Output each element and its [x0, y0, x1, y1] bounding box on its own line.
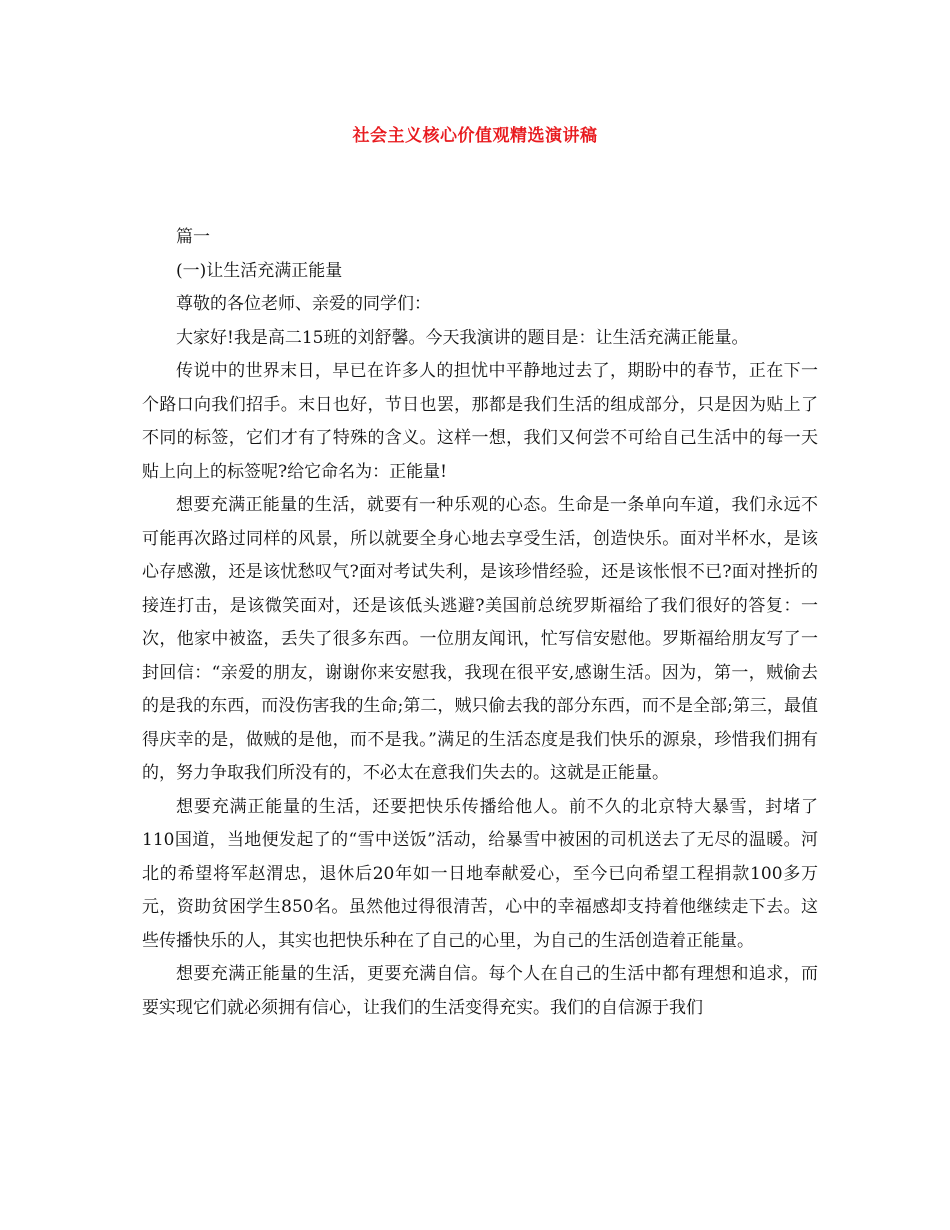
paragraph: 想要充满正能量的生活，还要把快乐传播给他人。前不久的北京特大暴雪，封堵了110国道，当地便发起了的“雪中送饭”活动，给暴雪中被困的司机送去了无尽的温暖。河北的希望将军赵渭忠，退休后20年如一日地奉献爱心，至今已向希望工程捐款100多万元，资助贫困学生850名。虽然他过得很清苦，心中的幸福感却支持着他继续走下去。这些传播快乐的人，其实也把快乐种在了自己的心里，为自己的生活创造着正能量。: [142, 796, 818, 951]
document-title: 社会主义核心价值观精选演讲稿: [352, 126, 598, 146]
section-label: 篇一: [176, 227, 210, 247]
salutation: 尊敬的各位老师、亲爱的同学们：: [176, 294, 431, 314]
speech-title: (一)让生活充满正能量: [176, 260, 343, 281]
document-body: [142, 221, 818, 1025]
paragraph: 想要充满正能量的生活，更要充满自信。每个人在自己的生活中都有理想和追求，而要实现它们就必须拥有信心，让我们的生活变得充实。我们的自信源于我们: [142, 964, 818, 1018]
greeting-paragraph: 大家好!我是高二15班的刘舒馨。今天我演讲的题目是：让生活充满正能量。: [176, 327, 749, 348]
paragraph: 传说中的世界末日，早已在许多人的担忧中平静地过去了，期盼中的春节，正在下一个路口向我们招手。末日也好，节日也罢，那都是我们生活的组成部分，只是因为贴上了不同的标签，它们才有了特殊的含义。这样一想，我们又何尝不可给自己生活中的每一天贴上向上的标签呢?给它命名为：正能量!: [142, 361, 818, 482]
paragraph: 想要充满正能量的生活，就要有一种乐观的心态。生命是一条单向车道，我们永远不可能再次路过同样的风景，所以就要全身心地去享受生活，创造快乐。面对半杯水，是该心存感激，还是该忧愁叹气?面对考试失利，是该珍惜经验，还是该怅恨不已?面对挫折的接连打击，是该微笑面对，还是该低头逃避?美国前总统罗斯福给了我们很好的答复：一次，他家中被盗，丢失了很多东西。一位朋友闻讯，忙写信安慰他。罗斯福给朋友写了一封回信：“亲爱的朋友，谢谢你来安慰我，我现在很平安,感谢生活。因为，第一，贼偷去的是我的东西，而没伤害我的生命;第二，贼只偷去我的部分东西，而不是全部;第三，最值得庆幸的是，做贼的是他，而不是我。”满足的生活态度是我们快乐的源泉，珍惜我们拥有的，努力争取我们所没有的，不必太在意我们失去的。这就是正能量。: [142, 495, 818, 783]
